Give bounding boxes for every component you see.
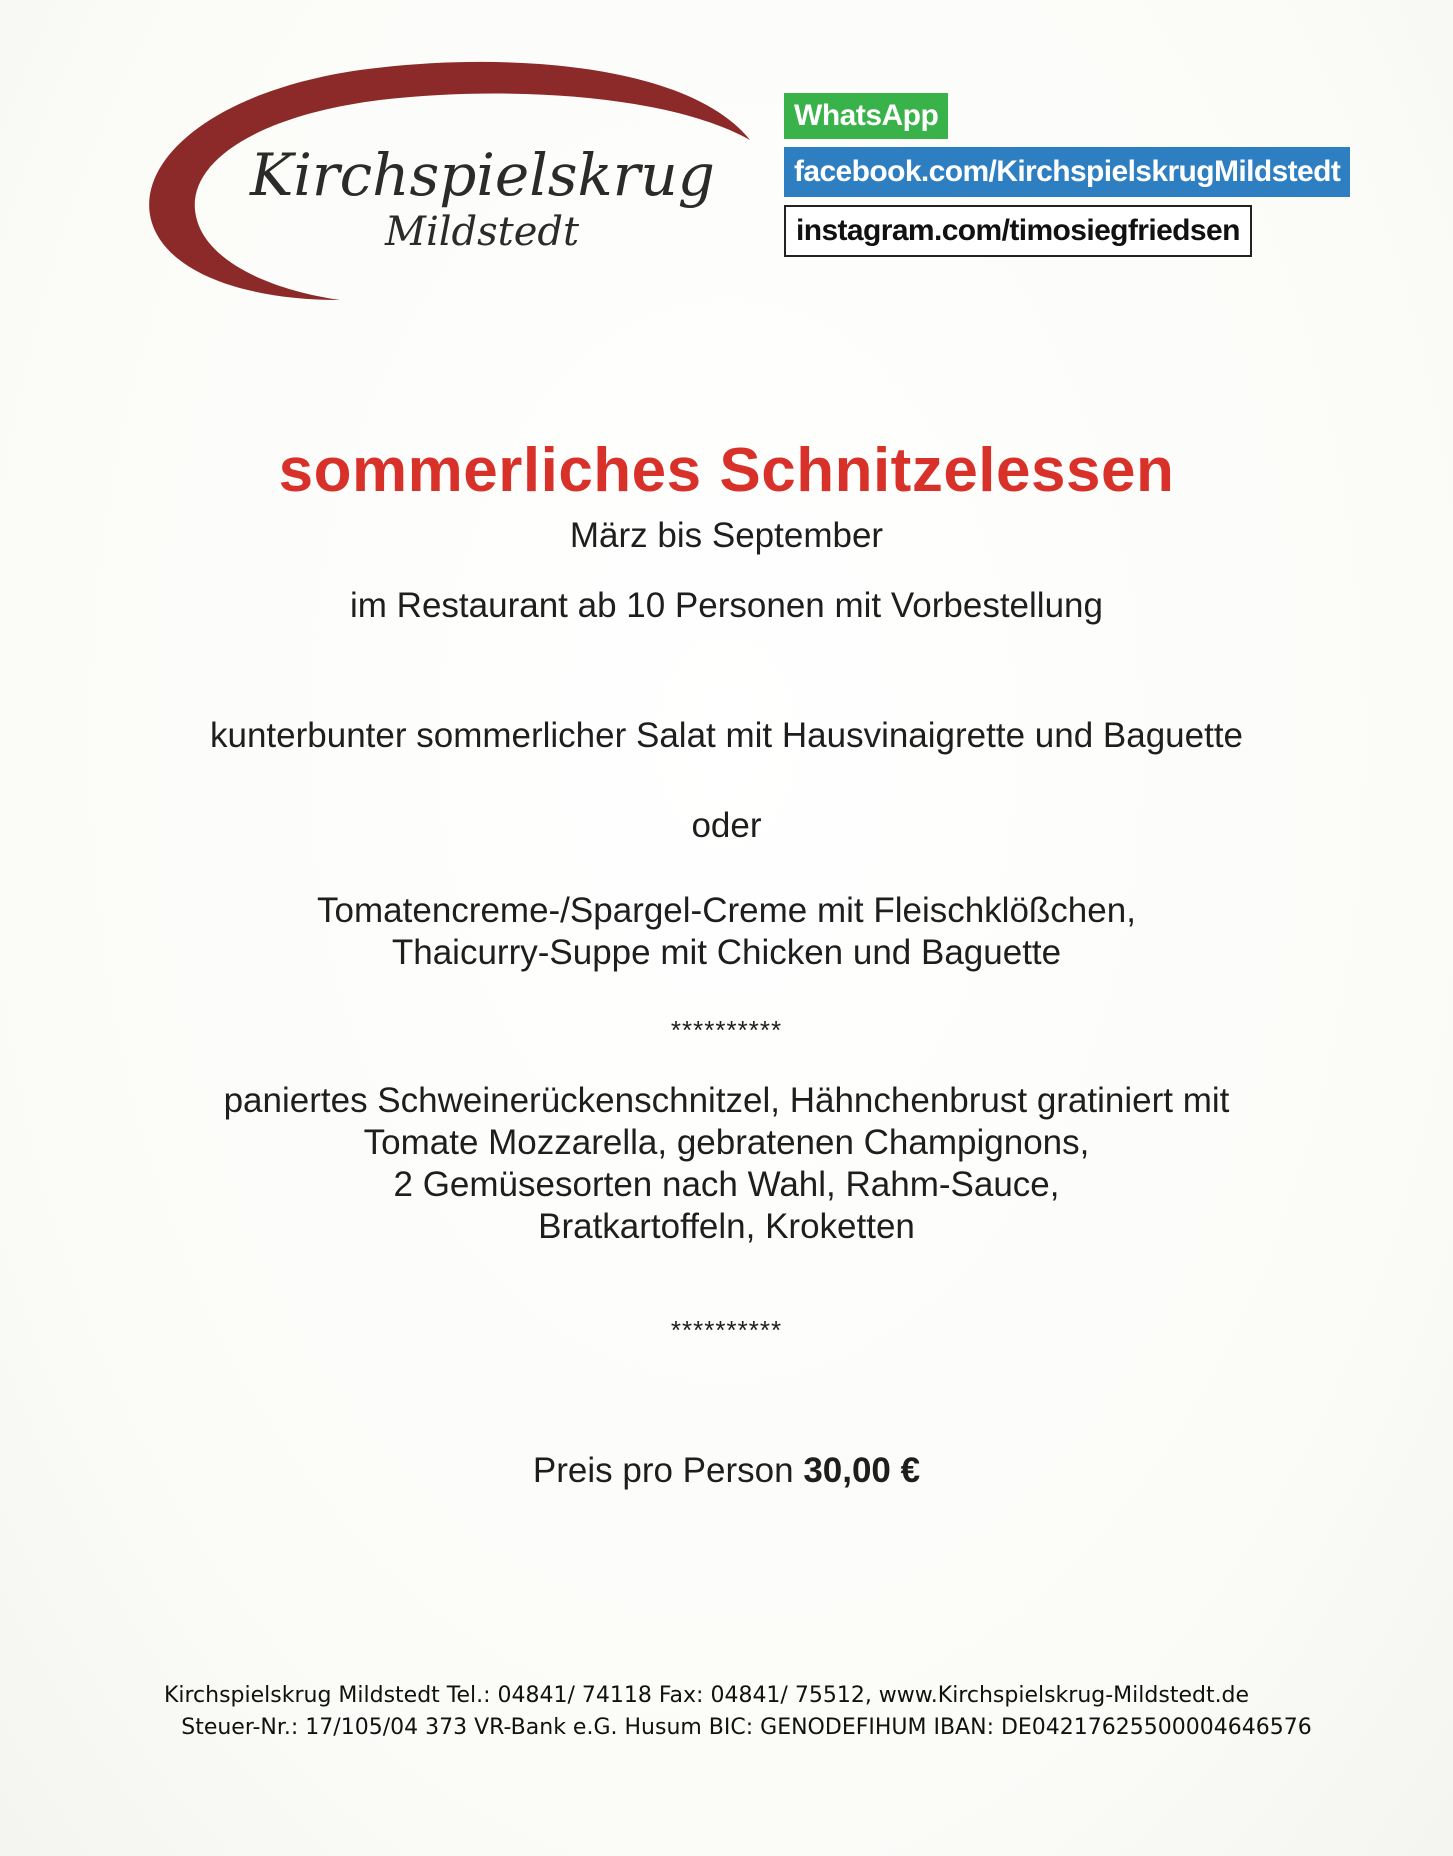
logo-place: Mildstedt [385, 209, 580, 255]
main-course-line3: 2 Gemüsesorten nach Wahl, Rahm-Sauce, [393, 1165, 1060, 1204]
or-text: oder [691, 806, 762, 845]
starter-salad: kunterbunter sommerlicher Salat mit Hausvinaigrette und Baguette [209, 716, 1244, 755]
separator: ********** [670, 1315, 783, 1345]
facebook-link[interactable]: facebook.com/KirchspielskrugMildstedt [784, 147, 1350, 197]
price-line [0, 1450, 1453, 1492]
menu-condition: im Restaurant ab 10 Personen mit Vorbestellung [350, 586, 1103, 625]
price-label: Preis pro Person [532, 1451, 804, 1490]
menu-title: sommerliches Schnitzelessen [278, 436, 1175, 505]
logo-name: Kirchspielskrug [250, 141, 715, 209]
main-course-line2: Tomate Mozzarella, gebratenen Champignons, [363, 1123, 1090, 1162]
whatsapp-badge[interactable]: WhatsApp [784, 93, 948, 139]
main-course-line1: paniertes Schweinerückenschnitzel, Hähnchenbrust gratiniert mit [223, 1081, 1230, 1120]
starter-soup-line2: Thaicurry-Suppe mit Chicken und Baguette [391, 933, 1062, 972]
menu-period: März bis September [569, 516, 884, 555]
footer-bank: Steuer-Nr.: 17/105/04 373 VR-Bank e.G. Husum BIC: GENODEFIHUM IBAN: DE04217625500004646576 [181, 1715, 1312, 1740]
starter-soup-line1: Tomatencreme-/Spargel-Creme mit Fleischklößchen, [317, 891, 1136, 930]
price-value: 30,00 € [803, 1451, 921, 1490]
footer-contact: Kirchspielskrug Mildstedt Tel.: 04841/ 74118 Fax: 04841/ 75512, www.Kirchspielskrug-Mildstedt.de [163, 1683, 1250, 1708]
main-course [0, 1080, 1453, 1248]
starter-soup [0, 890, 1453, 974]
restaurant-logo [130, 45, 770, 315]
instagram-link[interactable]: instagram.com/timosiegfriedsen [784, 205, 1252, 257]
main-course-line4: Bratkartoffeln, Kroketten [538, 1207, 915, 1246]
separator: ********** [670, 1015, 783, 1045]
